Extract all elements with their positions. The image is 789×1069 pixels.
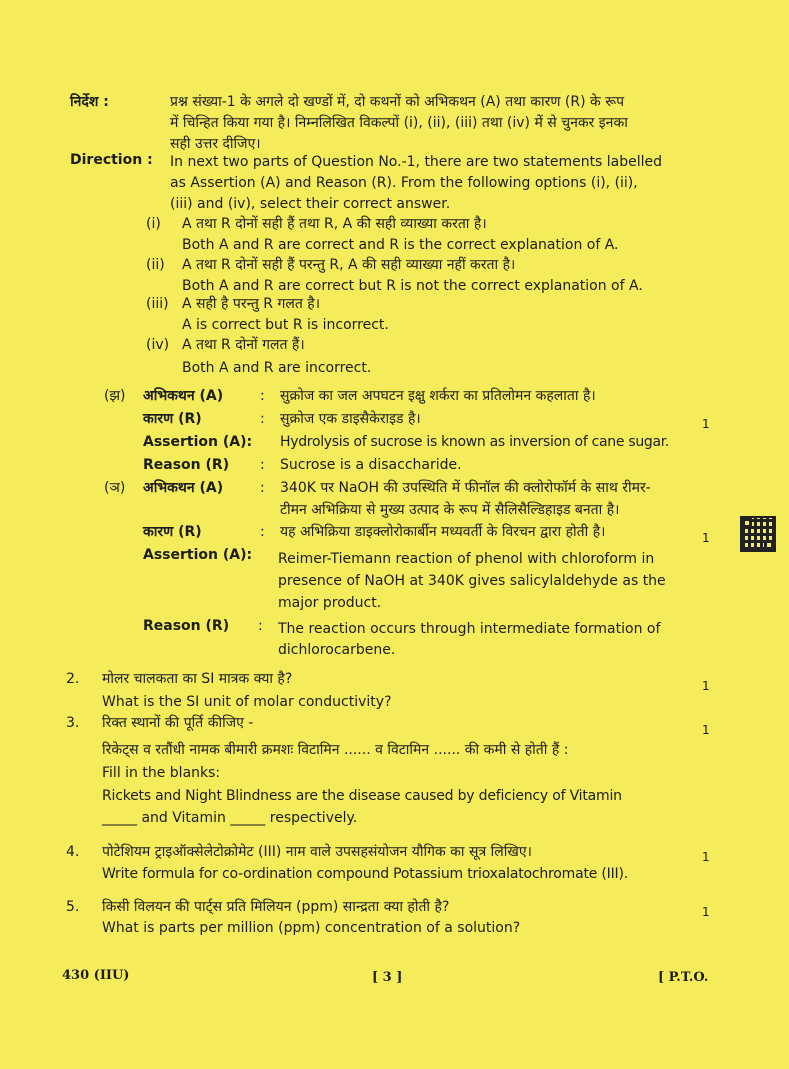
q5-en: What is parts per million (ppm) concentration of a solution?: [102, 920, 521, 936]
part-ja-assertion-hi-1: 340K पर NaOH की उपस्थिति में फीनॉल की क्लोरोफॉर्म के साथ रीमर-: [280, 480, 651, 496]
nirdesh-line-2: में चिन्हित किया गया है। निम्नलिखित विकल्पों (i), (ii), (iii) तथा (iv) में से चुनकर इनका: [170, 115, 628, 131]
q4-en: Write formula for co-ordination compound Potassium trioxalatochromate (III).: [102, 866, 628, 882]
page-number: [ 3 ]: [372, 970, 403, 985]
part-ja-reason-hi: यह अभिक्रिया डाइक्लोरोकार्बीन मध्यवर्ती के विरचन द्वारा होती है।: [280, 524, 606, 540]
colon: :: [260, 480, 265, 496]
part-jha-assertion-hi-label: अभिकथन (A): [143, 388, 224, 404]
option-en: Both A and R are correct and R is the correct explanation of A.: [182, 237, 619, 253]
q3-hi-2: रिकेट्स व रतौंधी नामक बीमारी क्रमशः विटामिन ...... व विटामिन ...... की कमी से होती हैं :: [102, 742, 569, 758]
option-en: A is correct but R is incorrect.: [182, 317, 389, 333]
marks: 1: [702, 531, 710, 545]
q3-en-2: Rickets and Night Blindness are the disease caused by deficiency of Vitamin: [102, 788, 622, 804]
part-ja-assertion-en-1: Reimer-Tiemann reaction of phenol with chloroform in: [278, 551, 655, 567]
q3-hi-1: रिक्त स्थानों की पूर्ति कीजिए -: [102, 715, 254, 731]
colon: :: [260, 411, 265, 427]
colon: :: [260, 457, 265, 473]
part-jha-reason-en: Sucrose is a disaccharide.: [280, 457, 462, 473]
part-jha-assertion-hi: सुक्रोज का जल अपघटन इक्षु शर्करा का प्रतिलोमन कहलाता है।: [280, 388, 596, 404]
part-ja-assertion-hi-2: टीमन अभिक्रिया से मुख्य उत्पाद के रूप में सैलिसैल्डिहाइड बनता है।: [280, 502, 620, 518]
q2-en: What is the SI unit of molar conductivity?: [102, 694, 392, 710]
nirdesh-label: निर्देश :: [70, 94, 109, 110]
qr-code-icon: [740, 516, 776, 552]
direction-line-3: (iii) and (iv), select their correct answer.: [170, 196, 451, 212]
q2-num: 2.: [66, 671, 80, 687]
part-jha-num: (झ): [104, 388, 126, 404]
option-num: (ii): [146, 257, 165, 273]
q3-num: 3.: [66, 715, 80, 731]
part-ja-reason-en-label: Reason (R): [143, 618, 230, 634]
option-hi: A तथा R दोनों गलत हैं।: [182, 337, 305, 353]
part-ja-assertion-hi-label: अभिकथन (A): [143, 480, 224, 496]
paper-code: 430 (IIU): [62, 968, 130, 983]
direction-label: Direction :: [70, 152, 153, 168]
q2-hi: मोलर चालकता का SI मात्रक क्या है?: [102, 671, 293, 687]
option-en: Both A and R are incorrect.: [182, 360, 372, 376]
colon: :: [258, 618, 263, 634]
q3-en-1: Fill in the blanks:: [102, 765, 221, 781]
colon: :: [260, 524, 265, 540]
q3-en-3: _____ and Vitamin _____ respectively.: [102, 810, 358, 826]
marks: 1: [702, 905, 710, 919]
pto-label: [ P.T.O.: [658, 970, 709, 985]
marks: 1: [702, 679, 710, 693]
part-ja-num: (ञ): [104, 480, 126, 496]
part-jha-reason-hi-label: कारण (R): [143, 411, 202, 427]
option-en: Both A and R are correct but R is not the correct explanation of A.: [182, 278, 643, 294]
part-ja-assertion-en-label: Assertion (A):: [143, 547, 253, 563]
q5-num: 5.: [66, 899, 80, 915]
direction-line-1: In next two parts of Question No.-1, there are two statements labelled: [170, 154, 663, 170]
option-hi: A तथा R दोनों सही हैं परन्तु R, A की सही व्याख्या नहीं करता है।: [182, 257, 516, 273]
option-hi: A तथा R दोनों सही हैं तथा R, A की सही व्याख्या करता है।: [182, 216, 487, 232]
marks: 1: [702, 417, 710, 431]
part-ja-assertion-en-2: presence of NaOH at 340K gives salicylaldehyde as the: [278, 573, 666, 589]
part-jha-assertion-en: Hydrolysis of sucrose is known as inversion of cane sugar.: [280, 434, 670, 450]
part-ja-reason-hi-label: कारण (R): [143, 524, 202, 540]
part-ja-reason-en-2: dichlorocarbene.: [278, 642, 396, 658]
option-num: (iii): [146, 296, 169, 312]
part-jha-reason-en-label: Reason (R): [143, 457, 230, 473]
option-hi: A सही है परन्तु R गलत है।: [182, 296, 321, 312]
part-ja-reason-en-1: The reaction occurs through intermediate formation of: [278, 621, 661, 637]
q5-hi: किसी विलयन की पार्ट्स प्रति मिलियन (ppm) सान्द्रता क्या होती है?: [102, 899, 450, 915]
option-num: (i): [146, 216, 161, 232]
q4-hi: पोटेशियम ट्राइऑक्सेलेटोक्रोमेट (III) नाम वाले उपसहसंयोजन यौगिक का सूत्र लिखिए।: [102, 844, 532, 860]
direction-line-2: as Assertion (A) and Reason (R). From the following options (i), (ii),: [170, 175, 638, 191]
marks: 1: [702, 723, 710, 737]
part-ja-assertion-en-3: major product.: [278, 595, 382, 611]
nirdesh-line-3: सही उत्तर दीजिए।: [170, 136, 261, 152]
q4-num: 4.: [66, 844, 80, 860]
part-jha-reason-hi: सुक्रोज एक डाइसैकेराइड है।: [280, 411, 421, 427]
option-num: (iv): [146, 337, 170, 353]
part-jha-assertion-en-label: Assertion (A):: [143, 434, 253, 450]
colon: :: [260, 388, 265, 404]
marks: 1: [702, 850, 710, 864]
nirdesh-line-1: प्रश्न संख्या-1 के अगले दो खण्डों में, दो कथनों को अभिकथन (A) तथा कारण (R) के रूप: [170, 94, 625, 110]
